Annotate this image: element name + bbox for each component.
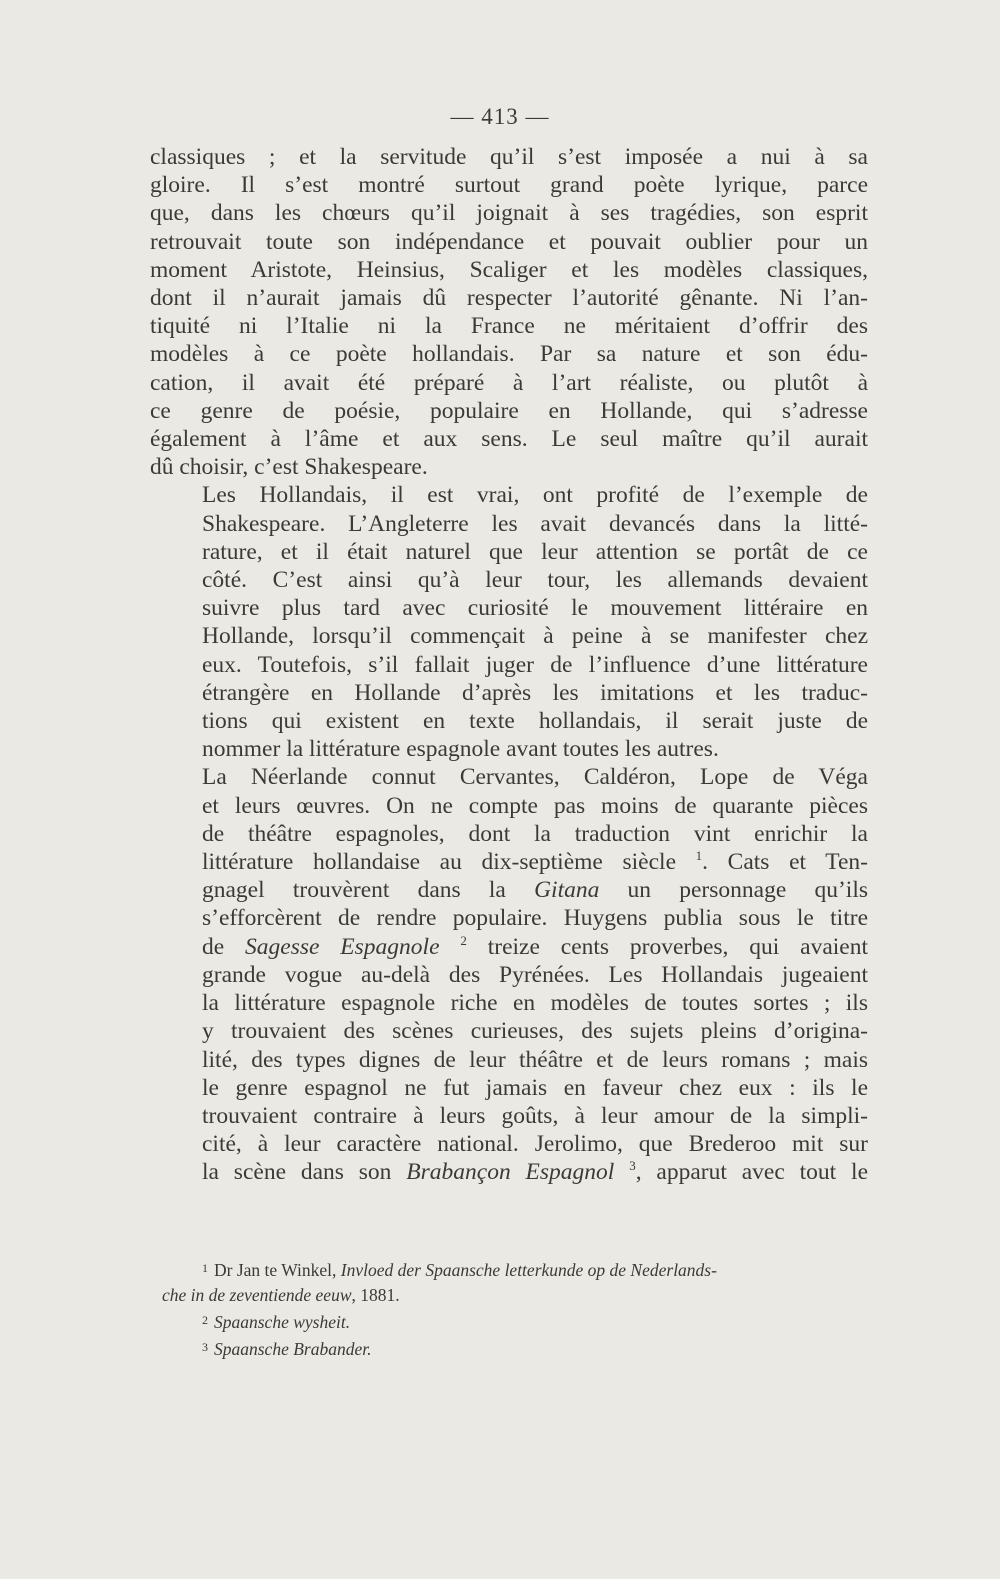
italic-title: Gitana (534, 877, 600, 904)
text-line (150, 1158, 868, 1186)
footnote-number: 3 (202, 1340, 208, 1354)
text-line: tions qui existent en texte hollandais, il serait juste de (202, 708, 868, 735)
text-line: que, dans les chœurs qu’il joignait à ses tragédies, son esprit (150, 200, 868, 227)
text-line: retrouvait toute son indépendance et pouvait oublier pour un (150, 228, 868, 255)
text-fragment: un personnage qu’ils (627, 877, 868, 904)
text-line: dû choisir, c’est Shakespeare. (150, 454, 428, 481)
text-line: également à l’âme et aux sens. Le seul maître qu’il aurait (150, 426, 868, 453)
text-line: côté. C’est ainsi qu’à leur tour, les allemands devaient (202, 567, 868, 594)
text-fragment: la scène dans son (202, 1159, 392, 1186)
text-line: Shakespeare. L’Angleterre les avait devancés dans la litté- (202, 510, 868, 537)
footnote-ref[interactable]: 1 (695, 848, 703, 864)
text-line: Les Hollandais, il est vrai, ont profité de l’exemple de (202, 482, 868, 509)
text-line (150, 876, 868, 904)
footnote-number: 2 (202, 1313, 208, 1327)
text-line: La Néerlande connut Cervantes, Caldéron, Lope de Véga (202, 764, 868, 791)
text-line: le genre espagnol ne fut jamais en faveur chez eux : ils le (202, 1074, 868, 1101)
text-line: la littérature espagnole riche en modèles de toutes sortes ; ils (202, 990, 868, 1017)
footnote-ref[interactable]: 2 (460, 932, 467, 948)
footnote-3 (162, 1335, 868, 1362)
text-line: grande vogue au-delà des Pyrénées. Les Hollandais jugeaient (202, 961, 868, 988)
text-line: ce genre de poésie, populaire en Hollande, qui s’adresse (150, 397, 868, 424)
footnote-title: Spaansche Brabander. (214, 1339, 372, 1359)
text-fragment: . Cats et Ten- (702, 849, 868, 876)
paragraph-1 (150, 143, 868, 481)
text-fragment: de (202, 933, 225, 960)
footnote-number: 1 (202, 1261, 208, 1275)
text-line: classiques ; et la servitude qu’il s’est imposée a nui à sa (150, 144, 868, 170)
text-line: modèles à ce poète hollandais. Par sa nature et son édu- (150, 341, 868, 368)
text-line: tiquité ni l’Italie ni la France ne méritaient d’offrir des (150, 313, 868, 340)
paragraph-3 (150, 763, 868, 1186)
text-line: gloire. Il s’est montré surtout grand poète lyrique, parce (150, 172, 868, 199)
text-line: dont il n’aurait jamais dû respecter l’autorité gênante. Ni l’an- (150, 285, 868, 312)
text-line: y trouvaient des scènes curieuses, des sujets pleins d’origina- (202, 1018, 868, 1045)
text-line: cité, à leur caractère national. Jerolimo, que Brederoo mit sur (202, 1131, 868, 1158)
text-fragment: treize cents proverbes, qui avaient (487, 933, 869, 960)
text-line: Hollande, lorsqu’il commençait à peine à se manifester chez (202, 623, 868, 650)
italic-title: Brabançon Espagnol (406, 1159, 615, 1186)
text-fragment: littérature hollandaise au dix-septième siècle (202, 849, 676, 876)
page-number: — 413 — (450, 104, 550, 129)
footnote-1 (162, 1256, 868, 1283)
footnote-title: Invloed der Spaansche letterkunde op de Nederlands- (340, 1260, 717, 1280)
footnote-2 (162, 1308, 868, 1335)
text-line (150, 848, 868, 876)
italic-title: Sagesse Espagnole (245, 933, 440, 960)
text-line: de théâtre espagnoles, dont la traduction vint enrichir la (202, 820, 868, 847)
text-line: rature, et il était naturel que leur attention se portât de ce (202, 538, 868, 565)
footnotes (162, 1256, 868, 1362)
text-line: nommer la littérature espagnole avant toutes les autres. (202, 736, 719, 763)
text-line: moment Aristote, Heinsius, Scaliger et les modèles classiques, (150, 256, 868, 283)
text-line (150, 933, 868, 961)
footnote-author: Dr Jan te Winkel, (214, 1260, 337, 1280)
body-text (150, 143, 868, 1187)
text-line: étrangère en Hollande d’après les imitations et les traduc- (202, 679, 868, 706)
footnote-1-cont (162, 1283, 868, 1308)
text-line: suivre plus tard avec curiosité le mouvement littéraire en (202, 595, 868, 622)
footnote-ref[interactable]: 3 (629, 1158, 636, 1174)
text-fragment: gnagel trouvèrent dans la (202, 877, 506, 904)
text-line: eux. Toutefois, s’il fallait juger de l’influence d’une littérature (202, 651, 868, 678)
paragraph-2 (150, 481, 868, 763)
footnote-year: , 1881. (351, 1285, 400, 1305)
text-line: lité, des types dignes de leur théâtre et de leurs romans ; mais (202, 1046, 868, 1073)
text-line: et leurs œuvres. On ne compte pas moins de quarante pièces (202, 792, 868, 819)
text-fragment: , apparut avec tout le (635, 1159, 869, 1186)
footnote-title: Spaansche wysheit. (214, 1312, 351, 1332)
text-line: cation, il avait été préparé à l’art réaliste, ou plutôt à (150, 369, 868, 396)
text-line: trouvaient contraire à leurs goûts, à leur amour de la simpli- (202, 1102, 868, 1129)
text-line: s’efforcèrent de rendre populaire. Huygens publia sous le titre (202, 905, 868, 932)
footnote-title: che in de zeventiende eeuw (162, 1285, 352, 1305)
